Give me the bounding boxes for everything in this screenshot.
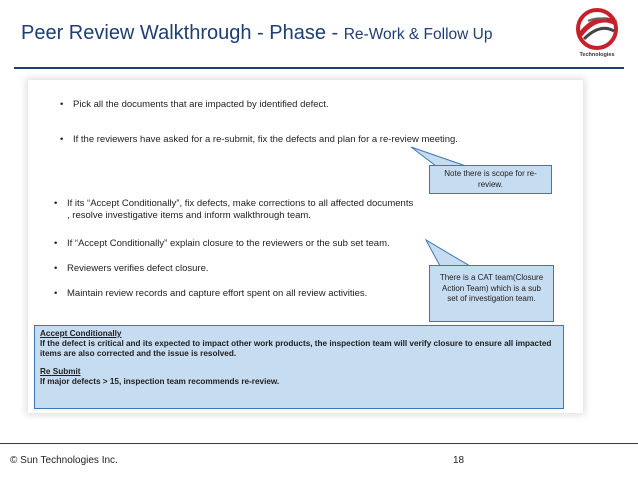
definitions-box xyxy=(34,325,564,409)
bullet-text: If the reviewers have asked for a re-submit, fix the defects and plan for a re-review meeting. xyxy=(73,134,458,145)
bullet-text-continued: , resolve investigative items and inform walkthrough team. xyxy=(67,210,311,221)
bullet-marker: • xyxy=(60,134,64,145)
bullet-text: If its “Accept Conditionally”, fix defects, make corrections to all affected documents xyxy=(67,198,414,209)
bullet-text: Pick all the documents that are impacted by identified defect. xyxy=(73,99,329,110)
accept-body: If the defect is critical and its expected to impact other work products, the inspection team will verify closure to ensure all impacted items are also corrected and the issue is resolved. xyxy=(40,339,552,358)
bullet-marker: • xyxy=(54,238,58,249)
slide-title-main: Peer Review Walkthrough - Phase - xyxy=(21,22,344,44)
bullet-marker: • xyxy=(54,198,58,209)
callout-scope-text: Note there is scope for re-review. xyxy=(444,169,537,189)
resubmit-body: If major defects > 15, inspection team recommends re-review. xyxy=(40,377,280,386)
bullet-text: Reviewers verifies defect closure. xyxy=(67,263,209,274)
bullet-text: Maintain review records and capture effort spent on all review activities. xyxy=(67,288,368,299)
callout-cat-note xyxy=(429,265,554,322)
resubmit-heading: Re Submit xyxy=(40,367,81,376)
footer-copyright: © Sun Technologies Inc. xyxy=(10,455,118,466)
page-number: 18 xyxy=(453,455,465,466)
accept-heading: Accept Conditionally xyxy=(40,329,122,338)
logo-text: Technologies xyxy=(579,52,615,58)
callout-scope-note xyxy=(429,165,552,194)
bullet-marker: • xyxy=(54,288,58,299)
bullet-text: If “Accept Conditionally” explain closure to the reviewers or the sub set team. xyxy=(67,238,390,249)
bullet-marker: • xyxy=(60,99,64,110)
bullet-marker: • xyxy=(54,263,58,274)
slide-title-sub: Re-Work & Follow Up xyxy=(343,26,493,43)
footer-rule xyxy=(0,443,638,444)
callout-cat-text: There is a CAT team(Closure Action Team) which is a sub set of investigation team. xyxy=(439,273,544,303)
